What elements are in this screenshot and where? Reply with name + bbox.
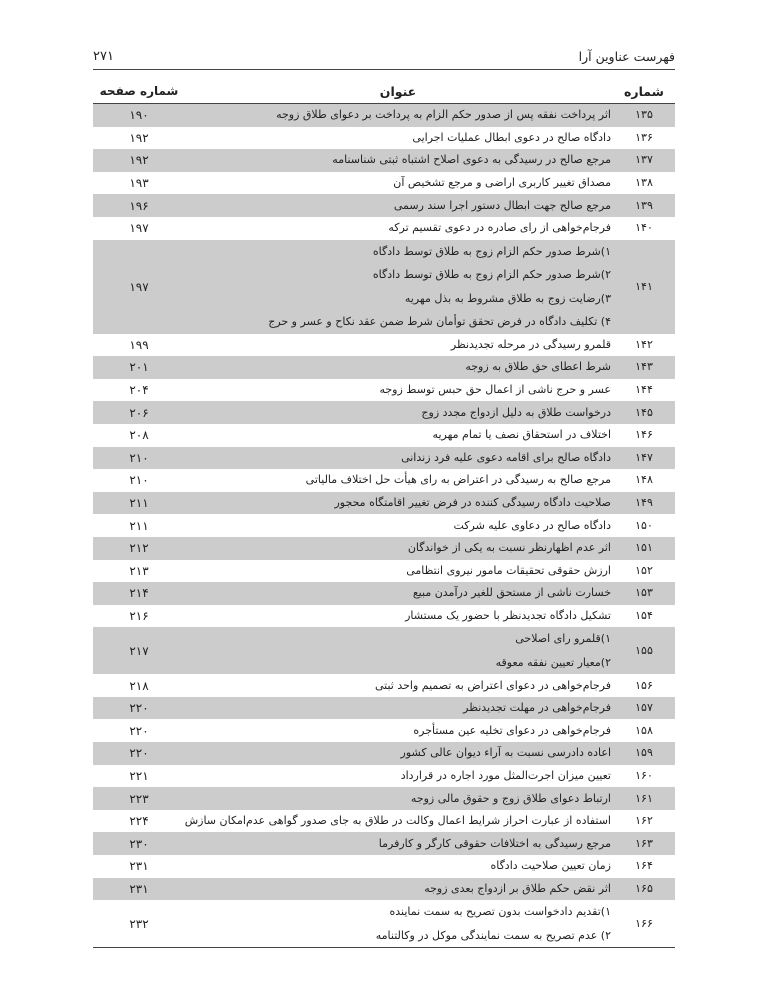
row-number: ۱۶۶ xyxy=(613,900,675,948)
row-title-text: مرجع صالح جهت ابطال دستور اجرا سند رسمی xyxy=(393,198,611,212)
table-header-row xyxy=(93,79,675,104)
running-head xyxy=(93,44,675,70)
row-title xyxy=(185,492,613,515)
row-number: ۱۴۵ xyxy=(613,401,675,424)
row-title-text: فرجام‌خواهی در مهلت تجدیدنظر xyxy=(463,701,611,715)
row-title-line: ۳)رضایت زوج به طلاق مشروط به بذل مهریه xyxy=(404,291,611,305)
row-number: ۱۵۵ xyxy=(613,627,675,674)
row-title-text: زمان تعیین صلاحیت دادگاه xyxy=(490,859,611,873)
table-row xyxy=(93,379,675,402)
table-row xyxy=(93,217,675,240)
row-title-text: مرجع صالح به رسیدگی در اعتراض به رای هیأت حل اختلاف مالیاتی xyxy=(305,473,611,487)
row-number: ۱۶۳ xyxy=(613,832,675,855)
row-number: ۱۵۹ xyxy=(613,742,675,765)
row-title-line: ۱)تقدیم دادخواست بدون تصریح به سمت نماینده xyxy=(389,905,611,919)
row-page: ۲۰۴ xyxy=(129,383,149,398)
row-title-text: اختلاف در استحقاق نصف یا تمام مهریه xyxy=(432,428,611,442)
row-title xyxy=(185,742,613,765)
row-title xyxy=(185,194,613,217)
row-page: ۲۳۱ xyxy=(129,859,149,874)
row-title xyxy=(185,878,613,901)
row-title xyxy=(185,240,613,334)
row-page: ۲۲۴ xyxy=(129,814,149,829)
row-number: ۱۶۱ xyxy=(613,787,675,810)
table-row xyxy=(93,878,675,901)
row-title-text: تشکیل دادگاه تجدیدنظر با حضور یک مستشار xyxy=(405,608,611,622)
row-page: ۲۲۱ xyxy=(129,768,149,783)
row-title-text: فرجام‌خواهی در دعوای تخلیه عین مستأجره xyxy=(413,723,611,737)
row-title xyxy=(185,172,613,195)
row-number: ۱۵۴ xyxy=(635,608,653,622)
table-row xyxy=(93,104,675,127)
row-title xyxy=(185,447,613,470)
table-row xyxy=(93,537,675,560)
row-title xyxy=(185,514,613,537)
row-number: ۱۶۰ xyxy=(635,768,653,782)
header-number: شماره xyxy=(613,79,675,104)
row-number: ۱۴۷ xyxy=(613,447,675,470)
row-title-line: ۴) تکلیف دادگاه در فرض تحقق توأمان شرط ضمن عقد نکاح و عسر و حرج xyxy=(268,315,611,329)
row-title-text: ارتباط دعوای طلاق زوج و حقوق مالی زوجه xyxy=(410,791,611,805)
row-number: ۱۵۸ xyxy=(635,723,653,737)
row-title-text: فرجام‌خواهی از رای صادره در دعوی تقسیم ترکه xyxy=(388,221,611,235)
row-title-line: ۱)شرط صدور حکم الزام زوج به طلاق توسط دادگاه xyxy=(372,244,611,258)
table-row xyxy=(93,560,675,583)
table-row xyxy=(93,514,675,537)
row-title-line: ۱)قلمرو رای اصلاحی xyxy=(515,632,611,646)
row-page: ۲۱۸ xyxy=(129,678,149,693)
row-number: ۱۵۷ xyxy=(613,697,675,720)
row-page: ۲۱۶ xyxy=(129,608,149,623)
row-title-text: شرط اعطای حق طلاق به زوجه xyxy=(465,360,611,374)
row-title xyxy=(185,765,613,788)
row-number: ۱۴۰ xyxy=(635,221,653,235)
row-number: ۱۵۱ xyxy=(613,537,675,560)
row-page: ۲۱۰ xyxy=(129,473,149,488)
row-title-text: اثر نقض حکم طلاق بر ازدواج بعدی زوجه xyxy=(424,881,611,895)
row-number: ۱۳۷ xyxy=(613,149,675,172)
row-title xyxy=(185,627,613,674)
row-title xyxy=(185,356,613,379)
row-page: ۲۱۰ xyxy=(93,447,185,470)
row-title-text: صلاحیت دادگاه رسیدگی کننده در فرض تغییر اقامتگاه محجور xyxy=(334,496,611,510)
table-row xyxy=(93,582,675,605)
row-number: ۱۴۴ xyxy=(635,383,653,397)
row-title-text: مصداق تغییر کاربری اراضی و مرجع تشخیص آن xyxy=(393,176,611,190)
row-number: ۱۵۲ xyxy=(635,563,653,577)
row-page: ۲۲۳ xyxy=(93,787,185,810)
header-title: عنوان xyxy=(185,79,613,104)
row-title xyxy=(185,900,613,948)
row-page: ۲۰۶ xyxy=(93,401,185,424)
row-title xyxy=(185,104,613,127)
row-number: ۱۶۲ xyxy=(635,814,653,828)
row-page: ۱۹۹ xyxy=(129,337,149,352)
table-row xyxy=(93,697,675,720)
table-row xyxy=(93,424,675,447)
row-page: ۲۳۰ xyxy=(93,832,185,855)
row-title-text: درخواست طلاق به دلیل ازدواج مجدد زوج xyxy=(421,405,611,419)
row-title-text: استفاده از عبارت احراز شرایط اعمال وکالت در طلاق به جای صدور گواهی عدم‌امکان سازش xyxy=(184,814,611,828)
page-number: ۲۷۱ xyxy=(93,49,114,64)
row-number: ۱۴۱ xyxy=(613,240,675,334)
row-page: ۱۹۷ xyxy=(93,240,185,334)
row-title-text: فرجام‌خواهی در دعوای اعتراض به تصمیم واحد ثبتی xyxy=(374,678,611,692)
row-title-text: دادگاه صالح در دعوی ابطال عملیات اجرایی xyxy=(412,130,611,144)
row-title-line: ۲) عدم تصریح به سمت نمایندگی موکل در وکالتنامه xyxy=(375,928,611,942)
row-title-text: اثر عدم اظهارنظر نسبت به یکی از خواندگان xyxy=(407,541,611,555)
row-number: ۱۴۳ xyxy=(613,356,675,379)
row-page: ۱۹۲ xyxy=(129,130,149,145)
table-row xyxy=(93,787,675,810)
table-row xyxy=(93,742,675,765)
table-row xyxy=(93,149,675,172)
row-page: ۲۱۳ xyxy=(129,563,149,578)
row-title xyxy=(185,149,613,172)
row-number: ۱۳۹ xyxy=(613,194,675,217)
row-page: ۱۹۶ xyxy=(93,194,185,217)
row-page: ۱۹۷ xyxy=(129,221,149,236)
table-row xyxy=(93,719,675,742)
row-page: ۲۱۱ xyxy=(129,518,149,533)
row-title-text: اثر پرداخت نفقه پس از صدور حکم الزام به پرداخت بر دعوای طلاق زوجه xyxy=(276,108,611,122)
table-row xyxy=(93,492,675,515)
row-title xyxy=(185,334,613,357)
row-title-text: خسارت ناشی از مستحق للغیر درآمدن مبیع xyxy=(412,586,611,600)
toc-body xyxy=(93,104,675,948)
table-row xyxy=(93,172,675,195)
row-number: ۱۵۳ xyxy=(613,582,675,605)
row-title-line: ۲)شرط صدور حکم الزام زوج به طلاق توسط دادگاه xyxy=(372,268,611,282)
row-number: ۱۶۴ xyxy=(635,859,653,873)
row-title-text: دادگاه صالح در دعاوی علیه شرکت xyxy=(453,518,611,532)
row-title xyxy=(185,401,613,424)
table-row xyxy=(93,447,675,470)
row-title xyxy=(185,697,613,720)
row-title-text: مرجع رسیدگی به اختلافات حقوقی کارگر و کارفرما xyxy=(378,836,611,850)
table-row xyxy=(93,401,675,424)
row-title xyxy=(185,424,613,447)
row-number: ۱۳۶ xyxy=(635,130,653,144)
row-title xyxy=(185,127,613,150)
row-title-text: اعاده دادرسی نسبت به آراء دیوان عالی کشور xyxy=(400,746,611,760)
row-number: ۱۴۲ xyxy=(635,337,653,351)
row-page: ۲۲۰ xyxy=(93,742,185,765)
row-title xyxy=(185,537,613,560)
table-row xyxy=(93,674,675,697)
row-number: ۱۵۶ xyxy=(635,678,653,692)
row-title xyxy=(185,674,613,697)
row-number: ۱۳۵ xyxy=(613,104,675,127)
toc-table xyxy=(93,79,675,948)
row-number: ۱۴۹ xyxy=(613,492,675,515)
row-page: ۱۹۲ xyxy=(93,149,185,172)
table-row xyxy=(93,765,675,788)
row-title xyxy=(185,787,613,810)
row-title xyxy=(185,810,613,833)
row-number: ۱۵۰ xyxy=(635,518,653,532)
row-title xyxy=(185,855,613,878)
row-title-text: تعیین میزان اجرت‌المثل مورد اجاره در قرارداد xyxy=(400,768,611,782)
row-page: ۲۱۷ xyxy=(93,627,185,674)
row-title xyxy=(185,582,613,605)
row-title xyxy=(185,832,613,855)
table-row xyxy=(93,900,675,948)
table-row xyxy=(93,356,675,379)
table-row xyxy=(93,810,675,833)
row-title xyxy=(185,560,613,583)
row-title-text: ارزش حقوقی تحقیقات مامور نیروی انتظامی xyxy=(406,563,611,577)
row-page: ۱۹۳ xyxy=(129,176,149,191)
row-number: ۱۴۸ xyxy=(635,473,653,487)
row-number: ۱۴۶ xyxy=(635,428,653,442)
row-title-text: مرجع صالح در رسیدگی به دعوی اصلاح اشتباه ثبتی شناسنامه xyxy=(332,153,611,167)
row-title-text: قلمرو رسیدگی در مرحله تجدیدنظر xyxy=(450,337,611,351)
header-page: شماره صفحه xyxy=(93,79,185,104)
table-row xyxy=(93,334,675,357)
table-row xyxy=(93,194,675,217)
row-title xyxy=(185,217,613,240)
row-title xyxy=(185,379,613,402)
row-title xyxy=(185,719,613,742)
table-row xyxy=(93,469,675,492)
section-title: فهرست عناوین آرا xyxy=(578,49,675,64)
row-number: ۱۶۵ xyxy=(613,878,675,901)
row-page: ۲۲۰ xyxy=(93,697,185,720)
row-page: ۱۹۰ xyxy=(93,104,185,127)
row-page: ۲۱۴ xyxy=(93,582,185,605)
row-number: ۱۳۸ xyxy=(635,176,653,190)
row-title xyxy=(185,469,613,492)
row-title-text: عسر و حرج ناشی از اعمال حق حبس توسط زوجه xyxy=(379,383,611,397)
row-title-text: دادگاه صالح برای اقامه دعوی علیه فرد زندانی xyxy=(401,450,611,464)
row-title xyxy=(185,605,613,628)
table-row xyxy=(93,127,675,150)
row-page: ۲۰۱ xyxy=(93,356,185,379)
table-row xyxy=(93,240,675,334)
table-row xyxy=(93,832,675,855)
row-page: ۲۰۸ xyxy=(129,428,149,443)
table-row xyxy=(93,627,675,674)
row-page: ۲۱۱ xyxy=(93,492,185,515)
row-title-line: ۲)معیار تعیین نفقه معوقه xyxy=(495,655,611,669)
row-page: ۲۳۱ xyxy=(93,878,185,901)
row-page: ۲۲۰ xyxy=(129,723,149,738)
row-page: ۲۱۲ xyxy=(93,537,185,560)
row-page: ۲۳۲ xyxy=(93,900,185,948)
table-row xyxy=(93,855,675,878)
table-row xyxy=(93,605,675,628)
